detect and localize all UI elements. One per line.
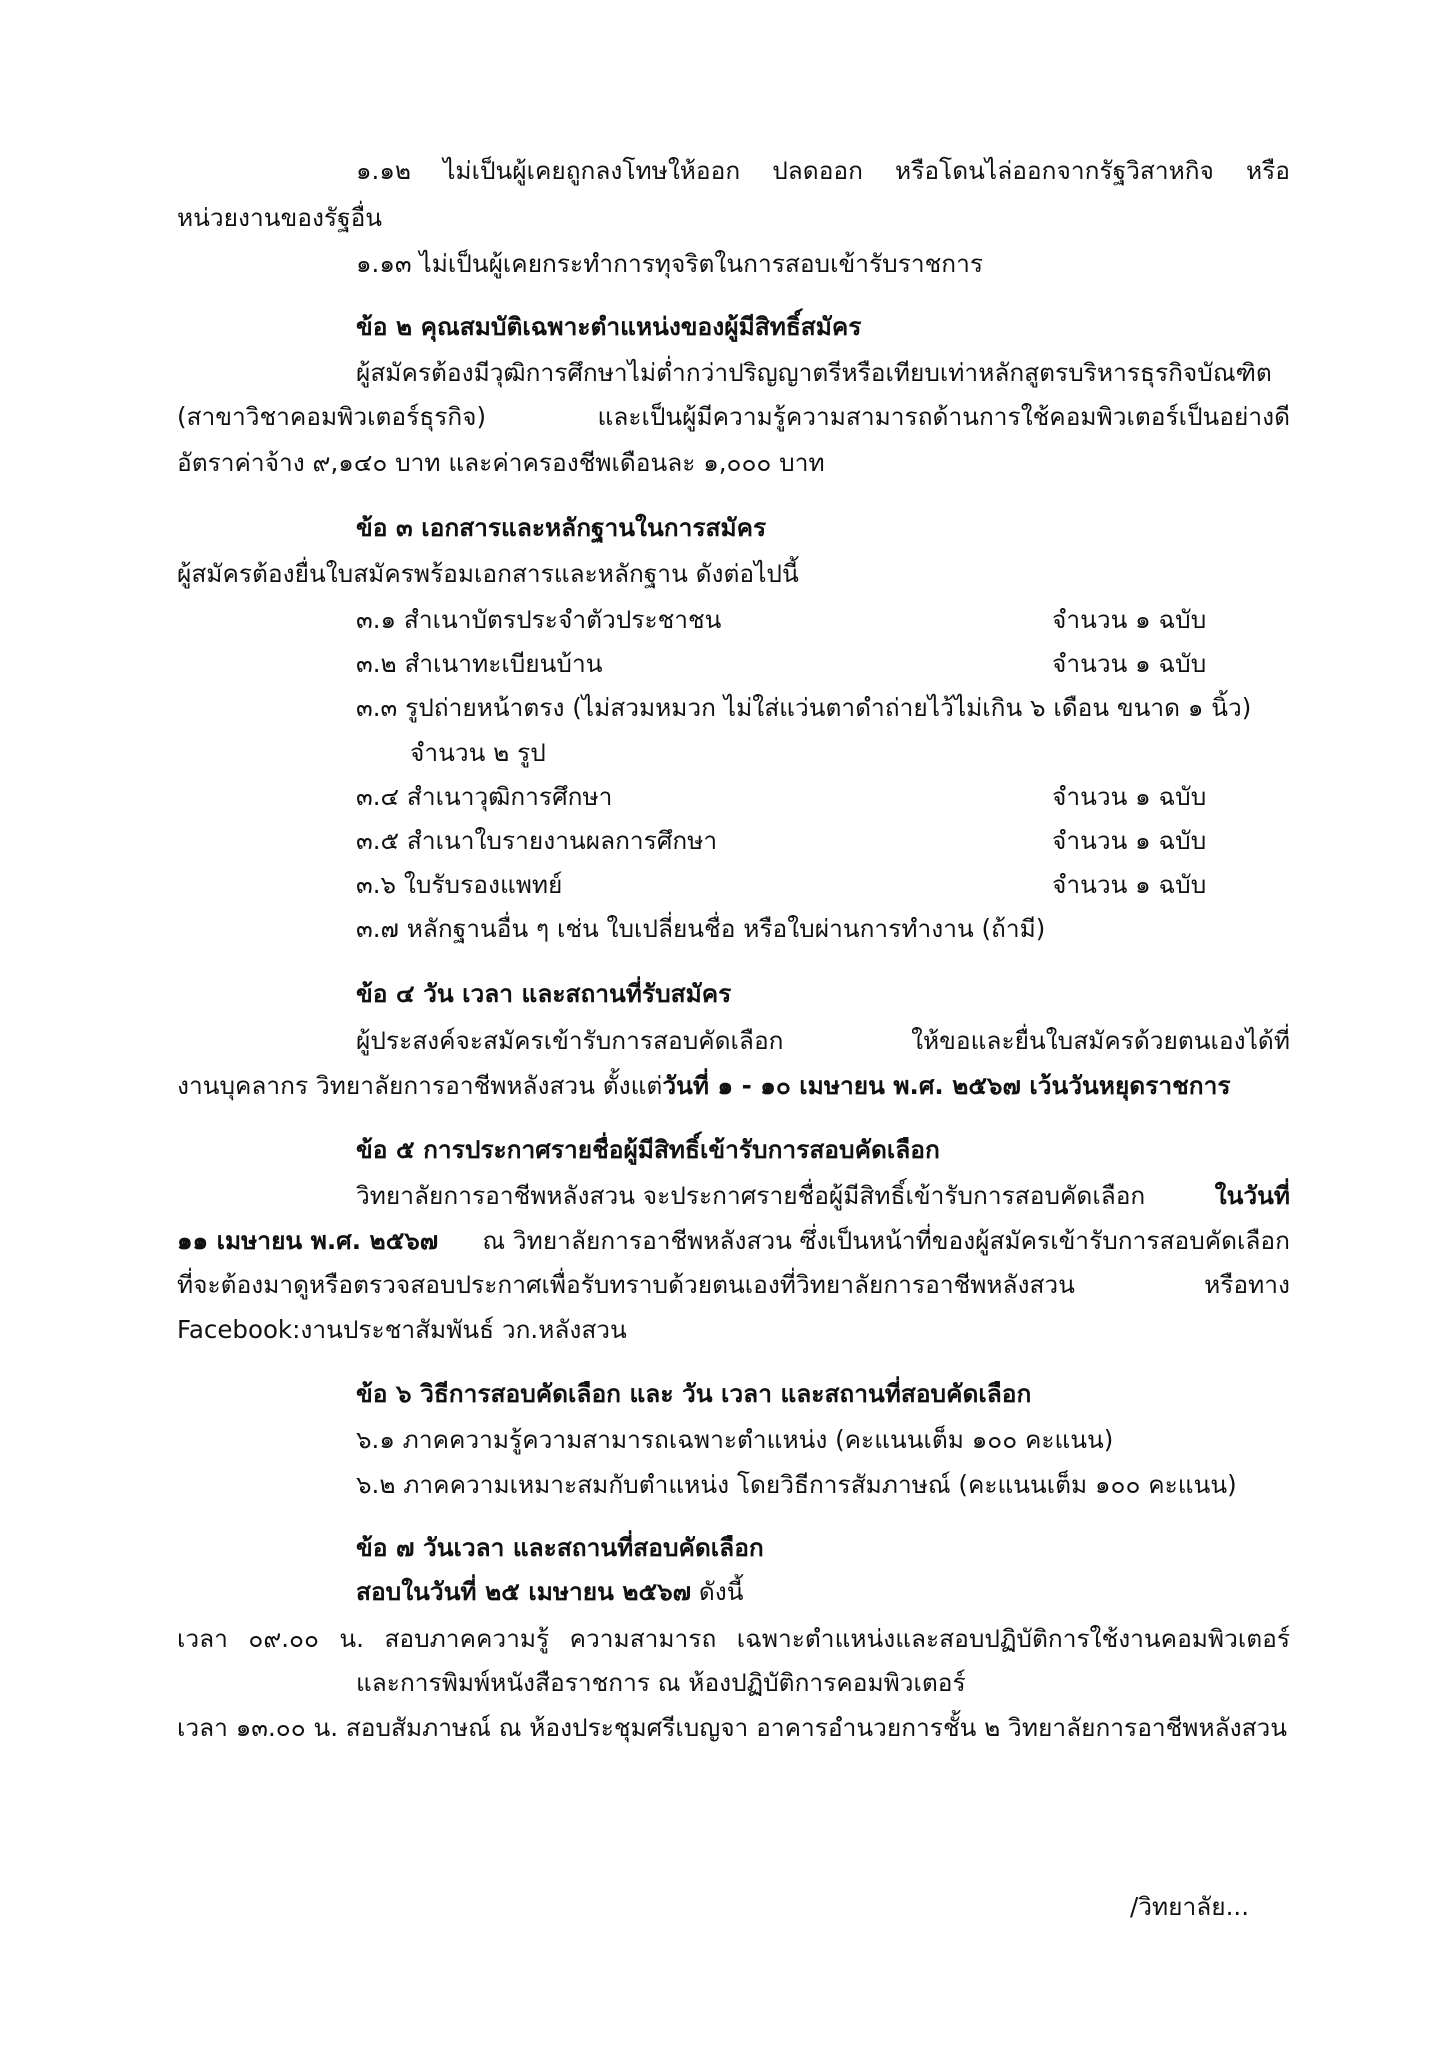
doc-item-3-4: ๓.๔ สำเนาวุฒิการศึกษา (356, 782, 613, 811)
doc-item-3-3-count: จำนวน ๒ รูป (410, 738, 546, 767)
section-7-date (356, 1575, 744, 1609)
section-4-office: งานบุคลากร วิทยาลัยการอาชีพหลังสวน ตั้งแต่ (177, 1071, 663, 1100)
section-5-line2 (177, 1224, 1290, 1258)
doc-item-3-5-amount: จำนวน ๑ ฉบับ (1052, 826, 1207, 855)
section-4-line1: ผู้ประสงค์จะสมัครเข้ารับการสอบคัดเลือก ให้ขอและยื่นใบสมัครด้วยตนเองได้ที่ (356, 1026, 1290, 1055)
section-5-announce: วิทยาลัยการอาชีพหลังสวน จะประกาศรายชื่อผู้มีสิทธิ์เข้ารับการสอบคัดเลือก (356, 1181, 1146, 1210)
section-7-time1-line2: และการพิมพ์หนังสือราชการ ณ ห้องปฏิบัติการคอมพิวเตอร์ (356, 1668, 966, 1697)
section-3-intro: ผู้สมัครต้องยื่นใบสมัครพร้อมเอกสารและหลักฐาน ดังต่อไปนี้ (177, 559, 799, 588)
doc-item-3-6-amount: จำนวน ๑ ฉบับ (1052, 870, 1207, 899)
page-continuation: /วิทยาลัย... (1130, 1892, 1250, 1921)
section-6-heading: ข้อ ๖ วิธีการสอบคัดเลือก และ วัน เวลา และสถานที่สอบคัดเลือก (356, 1379, 1032, 1408)
doc-item-3-7: ๓.๗ หลักฐานอื่น ๆ เช่น ใบเปลี่ยนชื่อ หรือใบผ่านการทำงาน (ถ้ามี) (356, 914, 1046, 943)
doc-item-3-2-amount: จำนวน ๑ ฉบับ (1052, 649, 1207, 678)
section-5-heading: ข้อ ๕ การประกาศรายชื่อผู้มีสิทธิ์เข้ารับการสอบคัดเลือก (356, 1135, 940, 1164)
clause-1-12-line1: ๑.๑๒ ไม่เป็นผู้เคยถูกลงโทษให้ออก ปลดออก หรือโดนไล่ออกจากรัฐวิสาหกิจ หรือ (356, 156, 1290, 185)
clause-1-13: ๑.๑๓ ไม่เป็นผู้เคยกระทำการทุจริตในการสอบเข้ารับราชการ (356, 249, 983, 278)
section-7-time2: เวลา ๑๓.๐๐ น. สอบสัมภาษณ์ ณ ห้องประชุมศรีเบญจา อาคารอำนวยการชั้น ๒ วิทยาลัยการอาชีพหลังสวน (177, 1713, 1288, 1742)
section-4-line2 (177, 1069, 1231, 1103)
section-2-line3: อัตราค่าจ้าง ๙,๑๔๐ บาท และค่าครองชีพเดือนละ ๑,๐๐๐ บาท (177, 448, 825, 477)
section-5-date: ๑๑ เมษายน พ.ศ. ๒๕๖๗ (177, 1226, 439, 1255)
section-7-time1-line1: เวลา ๐๙.๐๐ น. สอบภาคความรู้ ความสามารถ เฉพาะตำแหน่งและสอบปฏิบัติการใช้งานคอมพิวเตอร์ (177, 1624, 1290, 1653)
section-6-item1: ๖.๑ ภาคความรู้ความสามารถเฉพาะตำแหน่ง (คะแนนเต็ม ๑๐๐ คะแนน) (356, 1425, 1114, 1454)
doc-item-3-3: ๓.๓ รูปถ่ายหน้าตรง (ไม่สวมหมวก ไม่ใส่แว่นตาดำถ่ายไว้ไม่เกิน ๖ เดือน ขนาด ๑ นิ้ว) (356, 693, 1252, 722)
clause-1-12-line2: หน่วยงานของรัฐอื่น (177, 203, 383, 232)
section-2-heading: ข้อ ๒ คุณสมบัติเฉพาะตำแหน่งของผู้มีสิทธิ์สมัคร (356, 312, 862, 341)
section-7-as-follows: ดังนี้ (698, 1577, 744, 1606)
doc-item-3-5: ๓.๕ สำเนาใบรายงานผลการศึกษา (356, 826, 718, 855)
doc-item-3-1-amount: จำนวน ๑ ฉบับ (1052, 605, 1207, 634)
section-6-item2: ๖.๒ ภาคความเหมาะสมกับตำแหน่ง โดยวิธีการสัมภาษณ์ (คะแนนเต็ม ๑๐๐ คะแนน) (356, 1470, 1237, 1499)
section-2-line2: (สาขาวิชาคอมพิวเตอร์ธุรกิจ) และเป็นผู้มีความรู้ความสามารถด้านการใช้คอมพิวเตอร์เป็นอย่างดี (177, 402, 1290, 431)
doc-item-3-2: ๓.๒ สำเนาทะเบียนบ้าน (356, 649, 603, 678)
doc-item-3-1: ๓.๑ สำเนาบัตรประจำตัวประชาชน (356, 605, 722, 634)
section-7-heading: ข้อ ๗ วันเวลา และสถานที่สอบคัดเลือก (356, 1533, 764, 1562)
section-4-dates: วันที่ ๑ - ๑๐ เมษายน พ.ศ. ๒๕๖๗ เว้นวันหยุดราชการ (662, 1071, 1231, 1100)
section-2-line1: ผู้สมัครต้องมีวุฒิการศึกษาไม่ต่ำกว่าปริญญาตรีหรือเทียบเท่าหลักสูตรบริหารธุรกิจบัณฑิต (356, 358, 1272, 387)
section-5-location: ณ วิทยาลัยการอาชีพหลังสวน ซึ่งเป็นหน้าที่ของผู้สมัครเข้ารับการสอบคัดเลือก (482, 1226, 1290, 1255)
section-3-heading: ข้อ ๓ เอกสารและหลักฐานในการสมัคร (356, 513, 767, 542)
doc-item-3-4-amount: จำนวน ๑ ฉบับ (1052, 782, 1207, 811)
section-5-on-date: ในวันที่ (1214, 1181, 1290, 1210)
section-5-line3: ที่จะต้องมาดูหรือตรวจสอบประกาศเพื่อรับทราบด้วยตนเองที่วิทยาลัยการอาชีพหลังสวน หรือทาง (177, 1270, 1290, 1299)
section-5-line1 (356, 1179, 1290, 1213)
section-5-line4: Facebook:งานประชาสัมพันธ์ วก.หลังสวน (177, 1315, 627, 1344)
doc-item-3-6: ๓.๖ ใบรับรองแพทย์ (356, 870, 563, 899)
section-7-exam-date: สอบในวันที่ ๒๕ เมษายน ๒๕๖๗ (356, 1577, 692, 1606)
section-4-heading: ข้อ ๔ วัน เวลา และสถานที่รับสมัคร (356, 979, 732, 1008)
